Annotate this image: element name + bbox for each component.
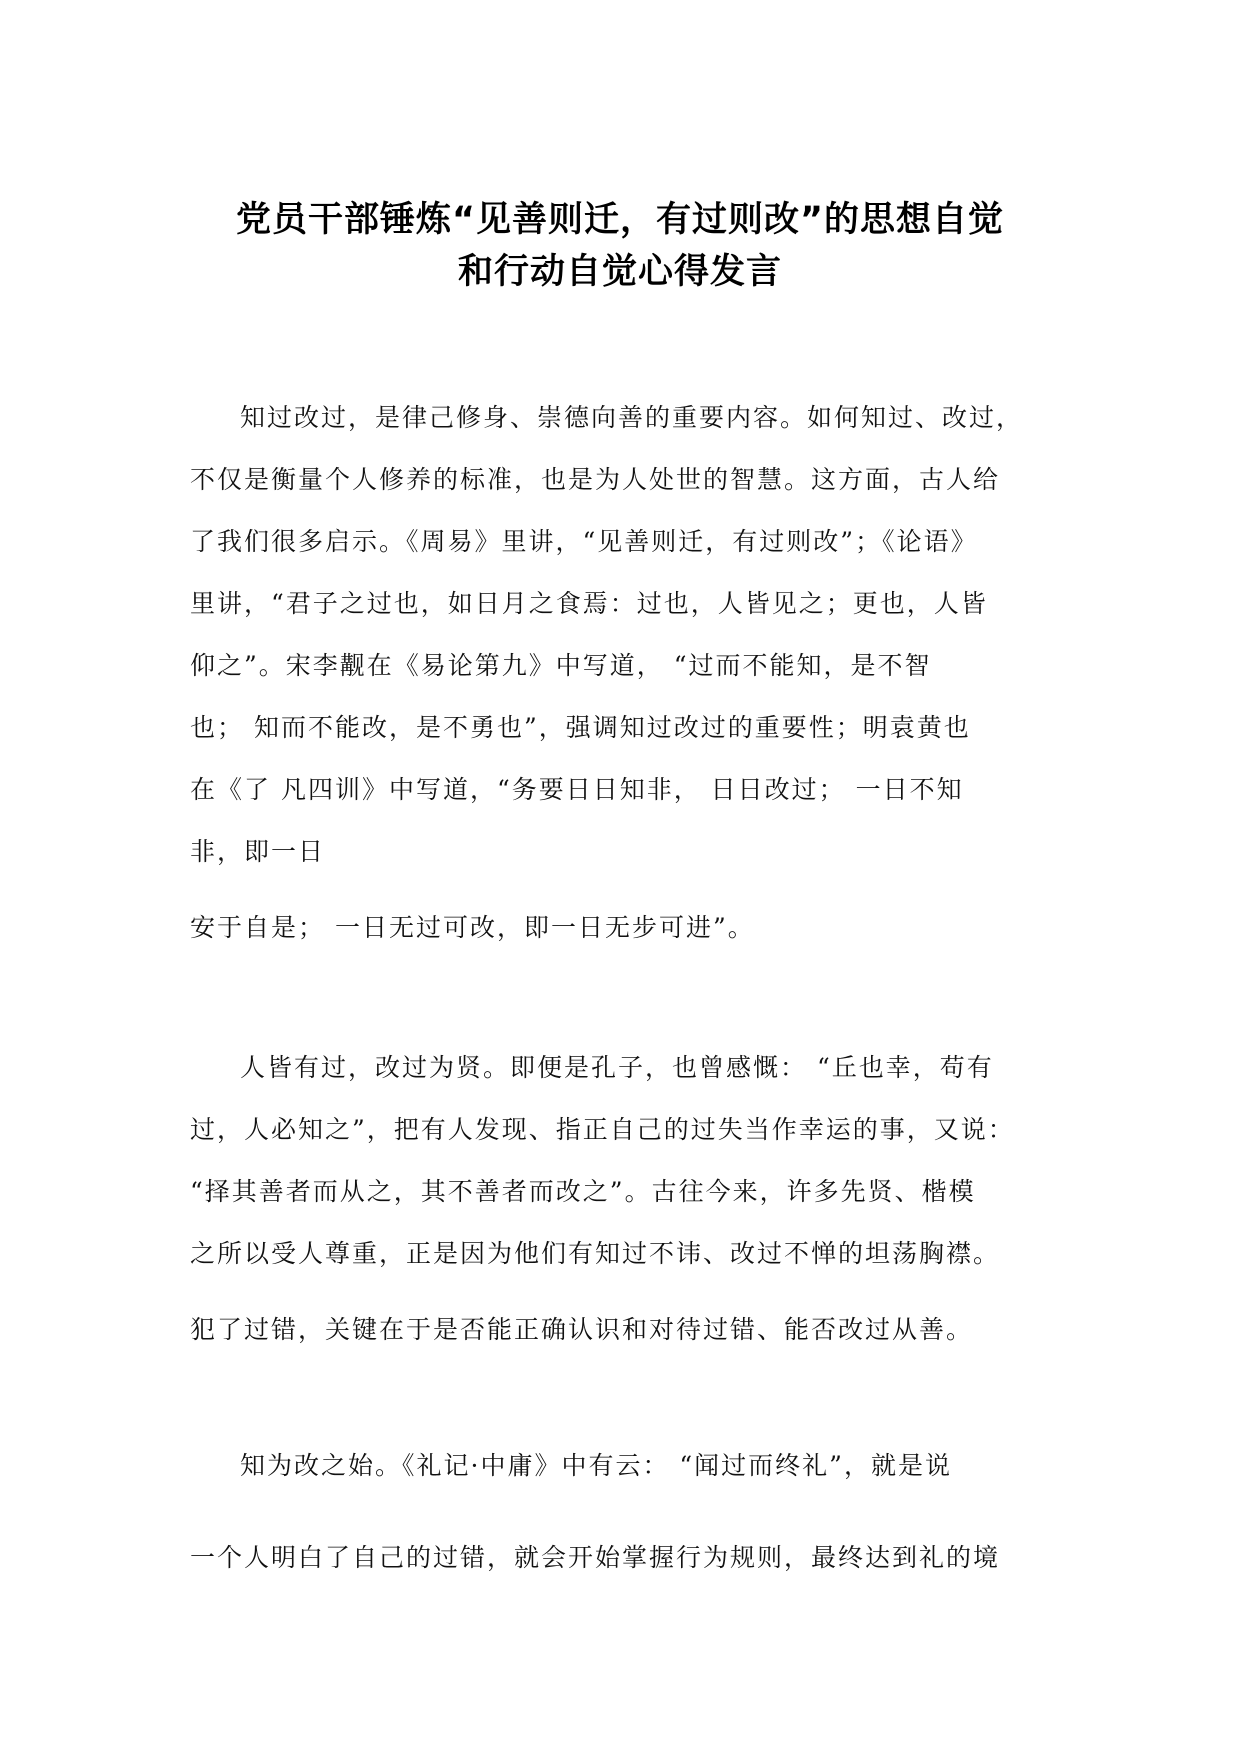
paragraph-2-line-2: 过，人必知之”，把有人发现、指正自己的过失当作幸运的事，又说： (190, 1115, 1015, 1144)
paragraph-1-line-1: 知过改过，是律己修身、崇德向善的重要内容。如何知过、改过， (240, 403, 1024, 432)
paragraph-1-line-2: 不仅是衡量个人修养的标准，也是为人处世的智慧。这方面，古人给 (190, 465, 1001, 494)
paragraph-1-line-6: 也； 知而不能改，是不勇也”，强调知过改过的重要性；明袁黄也 (190, 713, 971, 742)
document-title-line-2: 和行动自觉心得发言 (457, 252, 782, 292)
paragraph-1-line-3: 了我们很多启示。《周易》里讲，“见善则迁，有过则改”；《论语》 (190, 527, 978, 556)
paragraph-3-line-1: 知为改之始。《礼记·中庸》中有云： “闻过而终礼”，就是说 (240, 1451, 952, 1480)
document-title-line-1: 党员干部锤炼“见善则迁，有过则改”的思想自觉 (235, 200, 1004, 240)
paragraph-2-line-4: 之所以受人尊重，正是因为他们有知过不讳、改过不惮的坦荡胸襟。 (190, 1239, 1001, 1268)
paragraph-1-line-8: 非，即一日 (190, 837, 326, 866)
paragraph-1-line-7: 在《了 凡四训》中写道，“务要日日知非， 日日改过； 一日不知 (190, 775, 964, 804)
paragraph-1-line-4: 里讲，“君子之过也，如日月之食焉：过也，人皆见之；更也，人皆 (190, 589, 988, 618)
paragraph-3-line-2: 一个人明白了自己的过错，就会开始掌握行为规则，最终达到礼的境 (190, 1543, 1001, 1572)
paragraph-2-line-1: 人皆有过，改过为贤。即便是孔子，也曾感慨： “丘也幸，苟有 (240, 1053, 994, 1082)
paragraph-2-line-5: 犯了过错，关键在于是否能正确认识和对待过错、能否改过从善。 (190, 1315, 974, 1344)
paragraph-2-line-3: “择其善者而从之，其不善者而改之”。古往今来，许多先贤、楷模 (190, 1177, 976, 1206)
paragraph-1-line-9: 安于自是； 一日无过可改，即一日无步可进”。 (190, 913, 755, 942)
paragraph-1-line-5: 仰之”。宋李觏在《易论第九》中写道， “过而不能知，是不智 (190, 651, 932, 680)
